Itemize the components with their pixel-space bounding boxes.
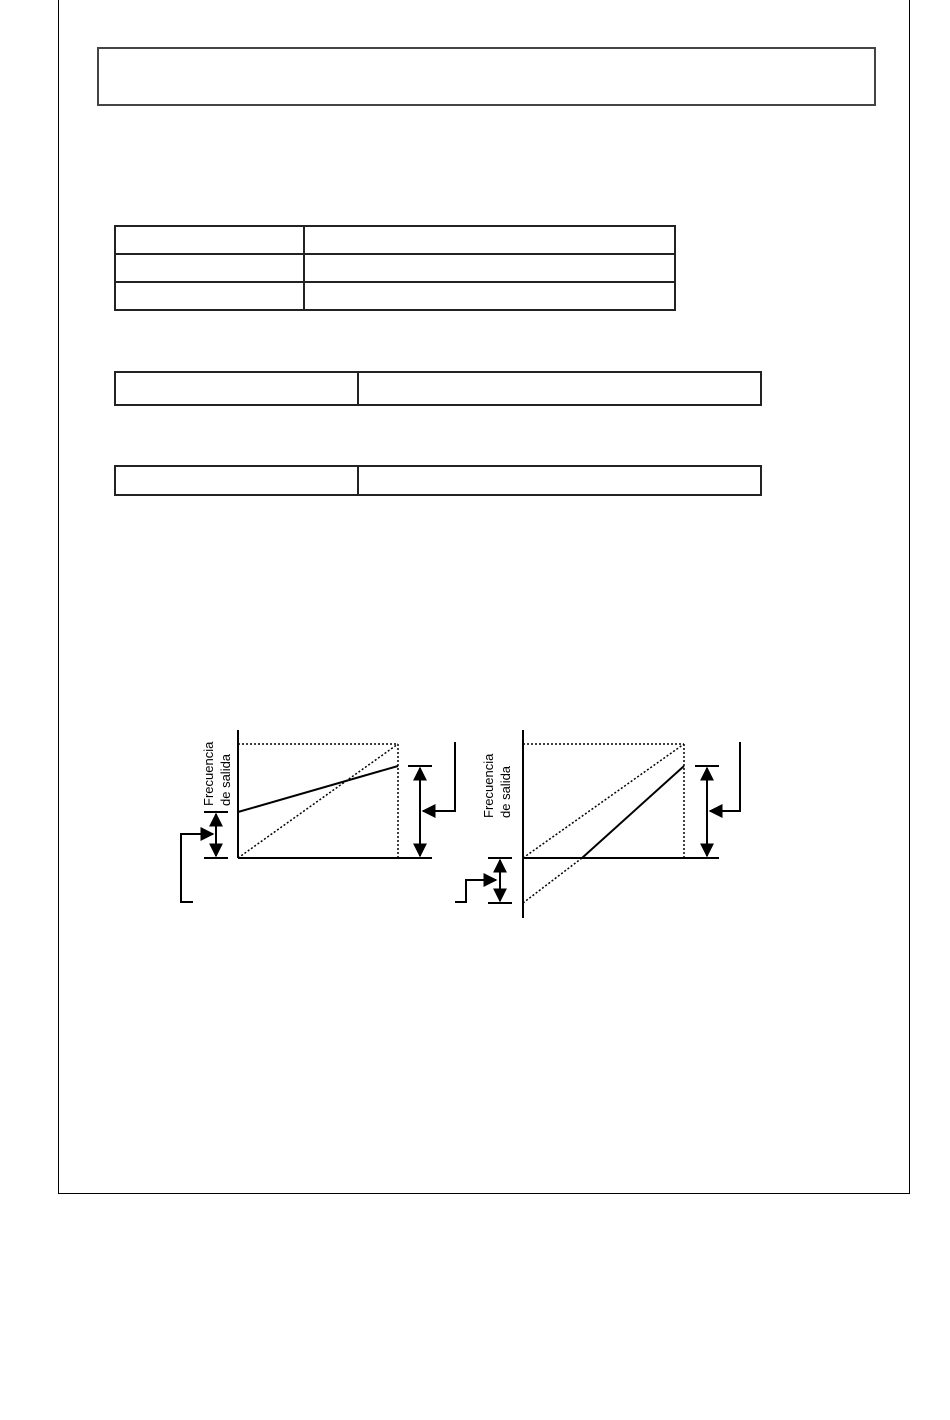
bias-callout (455, 880, 496, 902)
y-axis-label-line1: Frecuencia (481, 753, 496, 818)
bias-callout (181, 834, 213, 902)
output-line (238, 766, 398, 812)
reference-diagonal-dotted (238, 744, 398, 858)
y-axis-label-line2: de salida (218, 753, 233, 806)
y-axis-label-line2: de salida (498, 765, 513, 818)
graph-positive-bias (181, 730, 455, 902)
reference-diagonal-dotted (523, 744, 684, 858)
gain-callout (710, 742, 740, 811)
reference-lower-diagonal-dotted (523, 858, 582, 903)
output-line (582, 766, 684, 858)
graph-negative-bias (455, 730, 740, 918)
gain-callout (423, 742, 455, 811)
y-axis-label-line1: Frecuencia (201, 741, 216, 806)
